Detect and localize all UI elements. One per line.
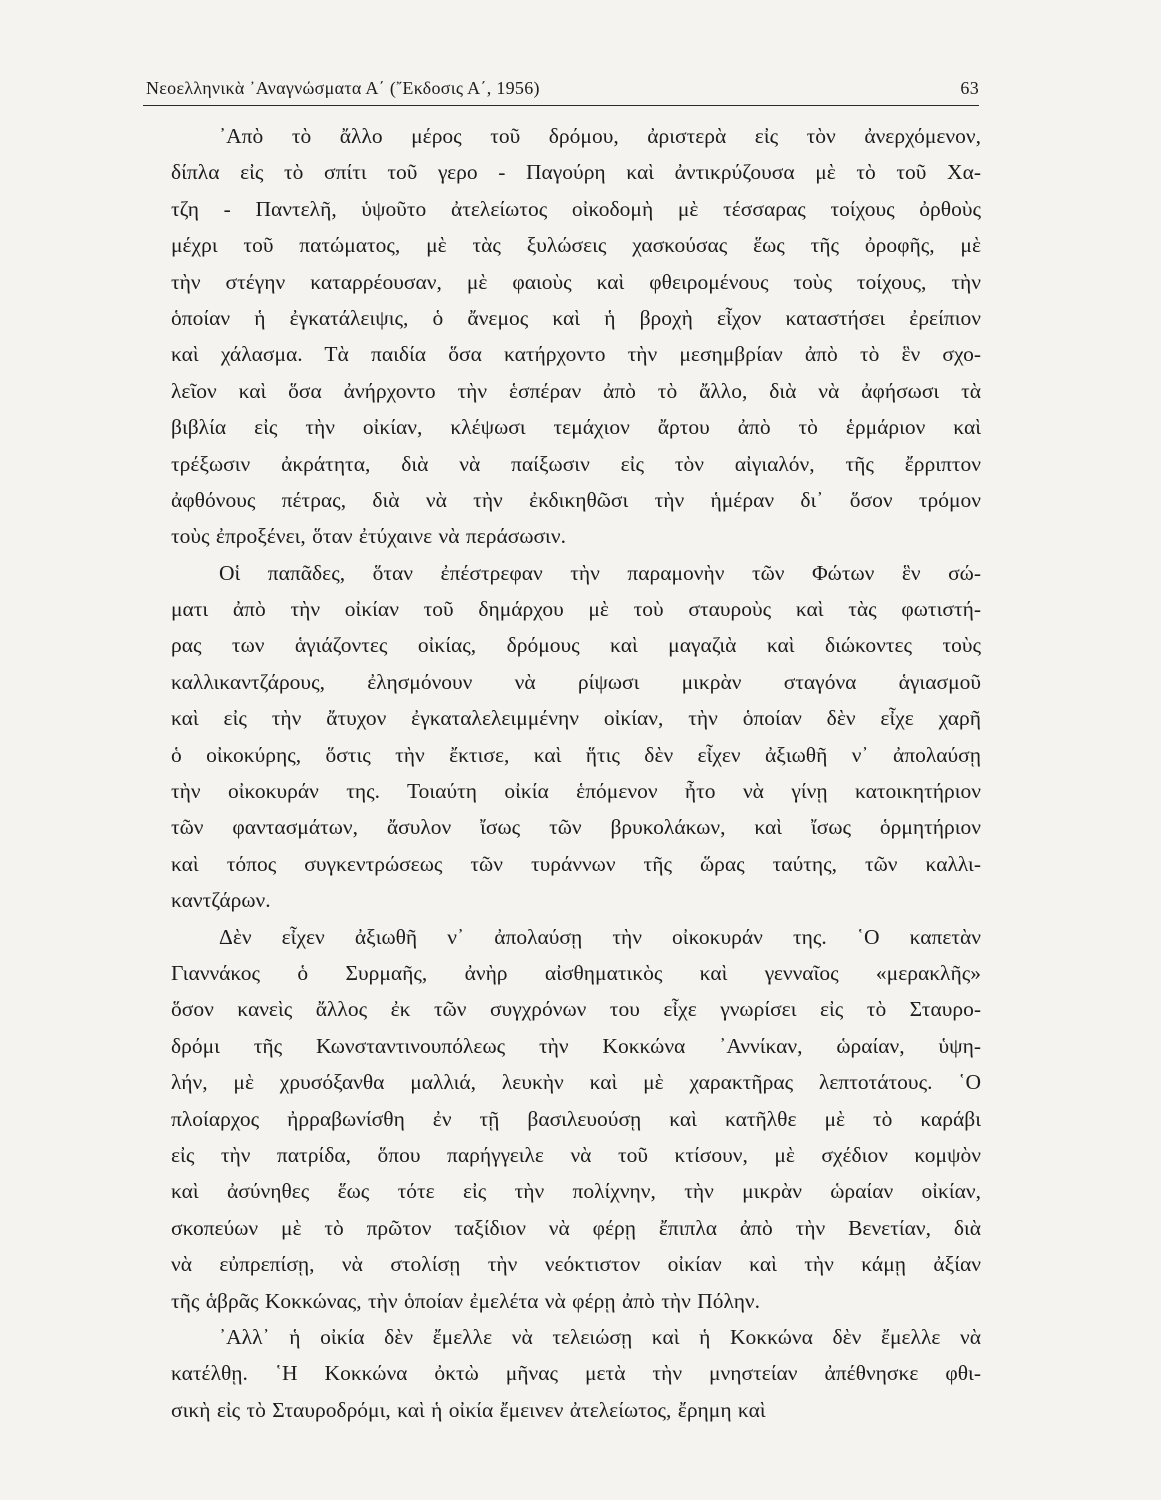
text-line-content: νὰ εὐπρεπίσῃ, νὰ στολίσῃ τὴν νεόκτιστον οἰκίαν καὶ τὴν κάμῃ ἀξίαν: [171, 1252, 981, 1277]
text-line-content: καντζάρων.: [171, 888, 271, 913]
text-line: [171, 118, 981, 154]
text-line-content: καὶ χάλασμα. Τὰ παιδία ὅσα κατήρχοντο τὴν μεσημβρίαν ἀπὸ τὸ ἓν σχο-: [171, 342, 981, 367]
text-line: [171, 737, 981, 773]
text-line: [171, 1319, 981, 1355]
text-line: [171, 518, 981, 554]
text-line-content: τρέξωσιν ἀκράτητα, διὰ νὰ παίξωσιν εἰς τὸν αἰγιαλόν, τῆς ἔρριπτον: [171, 451, 981, 476]
text-line-content: Οἱ παπᾶδες, ὅταν ἐπέστρεφαν τὴν παραμονὴν τῶν Φώτων ἓν σώ-: [219, 560, 981, 585]
text-line: [171, 1173, 981, 1209]
text-line-content: καλλικαντζάρους, ἐλησμόνουν νὰ ρίψωσι μικρὰν σταγόνα ἁγιασμοῦ: [171, 669, 981, 694]
text-line-content: σκοπεύων μὲ τὸ πρῶτον ταξίδιον νὰ φέρῃ ἔπιπλα ἀπὸ τὴν Βενετίαν, διὰ: [171, 1215, 981, 1240]
text-line-content: καὶ εἰς τὴν ἄτυχον ἐγκαταλελειμμένην οἰκίαν, τὴν ὁποίαν δὲν εἶχε χαρῆ: [171, 706, 981, 731]
text-line: [171, 1028, 981, 1064]
text-line-content: πλοίαρχος ἠρραβωνίσθη ἐν τῇ βασιλευούσῃ καὶ κατῆλθε μὲ τὸ καράβι: [171, 1106, 981, 1131]
text-line-content: σικὴ εἰς τὸ Σταυροδρόμι, καὶ ἡ οἰκία ἔμεινεν ἀτελείωτος, ἔρημη καὶ: [171, 1397, 766, 1422]
header-rule: [143, 105, 979, 106]
running-header: [143, 76, 979, 104]
text-line: [171, 300, 981, 336]
text-line-content: ἀφθόνους πέτρας, διὰ νὰ τὴν ἐκδικηθῶσι τὴν ἡμέραν δι᾿ ὅσον τρόμον: [171, 487, 981, 512]
text-line: [171, 846, 981, 882]
text-line-content: μέχρι τοῦ πατώματος, μὲ τὰς ξυλώσεις χασκούσας ἕως τῆς ὀροφῆς, μὲ: [171, 233, 981, 258]
body-text: [171, 118, 981, 1428]
text-line-content: ᾿Απὸ τὸ ἄλλο μέρος τοῦ δρόμου, ἀριστερὰ εἰς τὸν ἀνερχόμενον,: [219, 124, 981, 148]
text-line: [171, 700, 981, 736]
text-line: [171, 336, 981, 372]
text-line: [171, 191, 981, 227]
text-line-content: τοὺς ἐπροξένει, ὅταν ἐτύχαινε νὰ περάσωσιν.: [171, 524, 566, 549]
text-line-content: τὴν στέγην καταρρέουσαν, μὲ φαιοὺς καὶ φθειρομένους τοὺς τοίχους, τὴν: [171, 269, 981, 294]
text-line-content: λεῖον καὶ ὅσα ἀνήρχοντο τὴν ἑσπέραν ἀπὸ τὸ ἄλλο, διὰ νὰ ἀφήσωσι τὰ: [171, 378, 981, 403]
page-number: 63: [960, 78, 979, 98]
text-line: [171, 482, 981, 518]
text-line: [171, 1101, 981, 1137]
text-line-content: τῶν φαντασμάτων, ἄσυλον ἴσως τῶν βρυκολάκων, καὶ ἴσως ὁρμητήριον: [171, 815, 981, 840]
text-line: [171, 1137, 981, 1173]
text-line: [171, 1064, 981, 1100]
text-line-content: ματι ἀπὸ τὴν οἰκίαν τοῦ δημάρχου μὲ τοὺ σταυροὺς καὶ τὰς φωτιστή-: [171, 597, 981, 622]
text-line-content: τῆς ἁβρᾶς Κοκκώνας, τὴν ὁποίαν ἐμελέτα νὰ φέρῃ ἀπὸ τὴν Πόλην.: [171, 1288, 761, 1313]
text-line: [171, 1392, 981, 1428]
text-line: [171, 882, 981, 918]
text-line: [171, 409, 981, 445]
text-line-content: ᾿Αλλ᾿ ἡ οἰκία δὲν ἔμελλε νὰ τελειώσῃ καὶ ἡ Κοκκώνα δὲν ἔμελλε νὰ: [219, 1324, 981, 1349]
text-line: [171, 919, 981, 955]
running-title: Νεοελληνικὰ ᾿Αναγνώσματα Α΄ (῎Εκδοσις Α΄, 1956): [146, 78, 540, 98]
text-line-content: ὁ οἰκοκύρης, ὅστις τὴν ἔκτισε, καὶ ἥτις δὲν εἶχεν ἀξιωθῆ ν᾿ ἀπολαύσῃ: [171, 742, 981, 767]
text-line-content: ὅσον κανεὶς ἄλλος ἐκ τῶν συγχρόνων του εἶχε γνωρίσει εἰς τὸ Σταυρο-: [171, 997, 981, 1022]
text-line-content: δρόμι τῆς Κωνσταντινουπόλεως τὴν Κοκκώνα ᾿Αννίκαν, ὡραίαν, ὑψη-: [171, 1033, 981, 1058]
text-line-content: καὶ ἀσύνηθες ἕως τότε εἰς τὴν πολίχνην, τὴν μικρὰν ὡραίαν οἰκίαν,: [171, 1179, 981, 1204]
text-line-content: κατέλθῃ. ῾Η Κοκκώνα ὀκτὼ μῆνας μετὰ τὴν μνηστείαν ἀπέθνησκε φθι-: [171, 1361, 981, 1386]
text-line: [171, 627, 981, 663]
text-line-content: ὁποίαν ἡ ἐγκατάλειψις, ὁ ἄνεμος καὶ ἡ βροχὴ εἶχον καταστήσει ἐρείπιον: [171, 305, 981, 330]
text-line-content: δίπλα εἰς τὸ σπίτι τοῦ γερο - Παγούρη καὶ ἀντικρύζουσα μὲ τὸ τοῦ Χα-: [171, 160, 981, 185]
text-line-content: λήν, μὲ χρυσόξανθα μαλλιά, λευκὴν καὶ μὲ χαρακτῆρας λεπτοτάτους. ῾Ο: [171, 1070, 981, 1095]
text-line-content: τζη - Παντελῆ, ὑψοῦτο ἀτελείωτος οἰκοδομὴ μὲ τέσσαρας τοίχους ὀρθοὺς: [171, 196, 981, 221]
text-line: [171, 1210, 981, 1246]
text-line: [171, 591, 981, 627]
text-line: [171, 955, 981, 991]
paragraph: [171, 555, 981, 919]
text-line-content: καὶ τόπος συγκεντρώσεως τῶν τυράννων τῆς ὥρας ταύτης, τῶν καλλι-: [171, 851, 981, 876]
text-line: [171, 227, 981, 263]
text-line: [171, 664, 981, 700]
text-line: [171, 809, 981, 845]
paragraph: [171, 1319, 981, 1428]
text-line-content: Γιαννάκος ὁ Συρμαῆς, ἀνὴρ αἰσθηματικὸς καὶ γενναῖος «μερακλῆς»: [171, 960, 981, 985]
text-line: [171, 1355, 981, 1391]
text-line: [171, 555, 981, 591]
text-line-content: βιβλία εἰς τὴν οἰκίαν, κλέψωσι τεμάχιον ἄρτου ἀπὸ τὸ ἑρμάριον καὶ: [171, 415, 981, 440]
text-line: [171, 446, 981, 482]
paragraph: [171, 919, 981, 1319]
text-line: [171, 1246, 981, 1282]
text-line: [171, 264, 981, 300]
text-line-content: Δὲν εἶχεν ἀξιωθῆ ν᾿ ἀπολαύσῃ τὴν οἰκοκυράν της. ῾Ο καπετὰν: [219, 924, 981, 949]
text-line: [171, 773, 981, 809]
text-line: [171, 991, 981, 1027]
text-line-content: τὴν οἰκοκυράν της. Τοιαύτη οἰκία ἑπόμενον ἦτο νὰ γίνῃ κατοικητήριον: [171, 779, 981, 804]
text-line: [171, 1283, 981, 1319]
text-line: [171, 154, 981, 190]
paragraph: [171, 118, 981, 555]
text-line-content: εἰς τὴν πατρίδα, ὅπου παρήγγειλε νὰ τοῦ κτίσουν, μὲ σχέδιον κομψὸν: [171, 1142, 981, 1167]
text-line: [171, 373, 981, 409]
text-line-content: ρας των ἁγιάζοντες οἰκίας, δρόμους καὶ μαγαζιὰ καὶ διώκοντες τοὺς: [171, 633, 981, 658]
